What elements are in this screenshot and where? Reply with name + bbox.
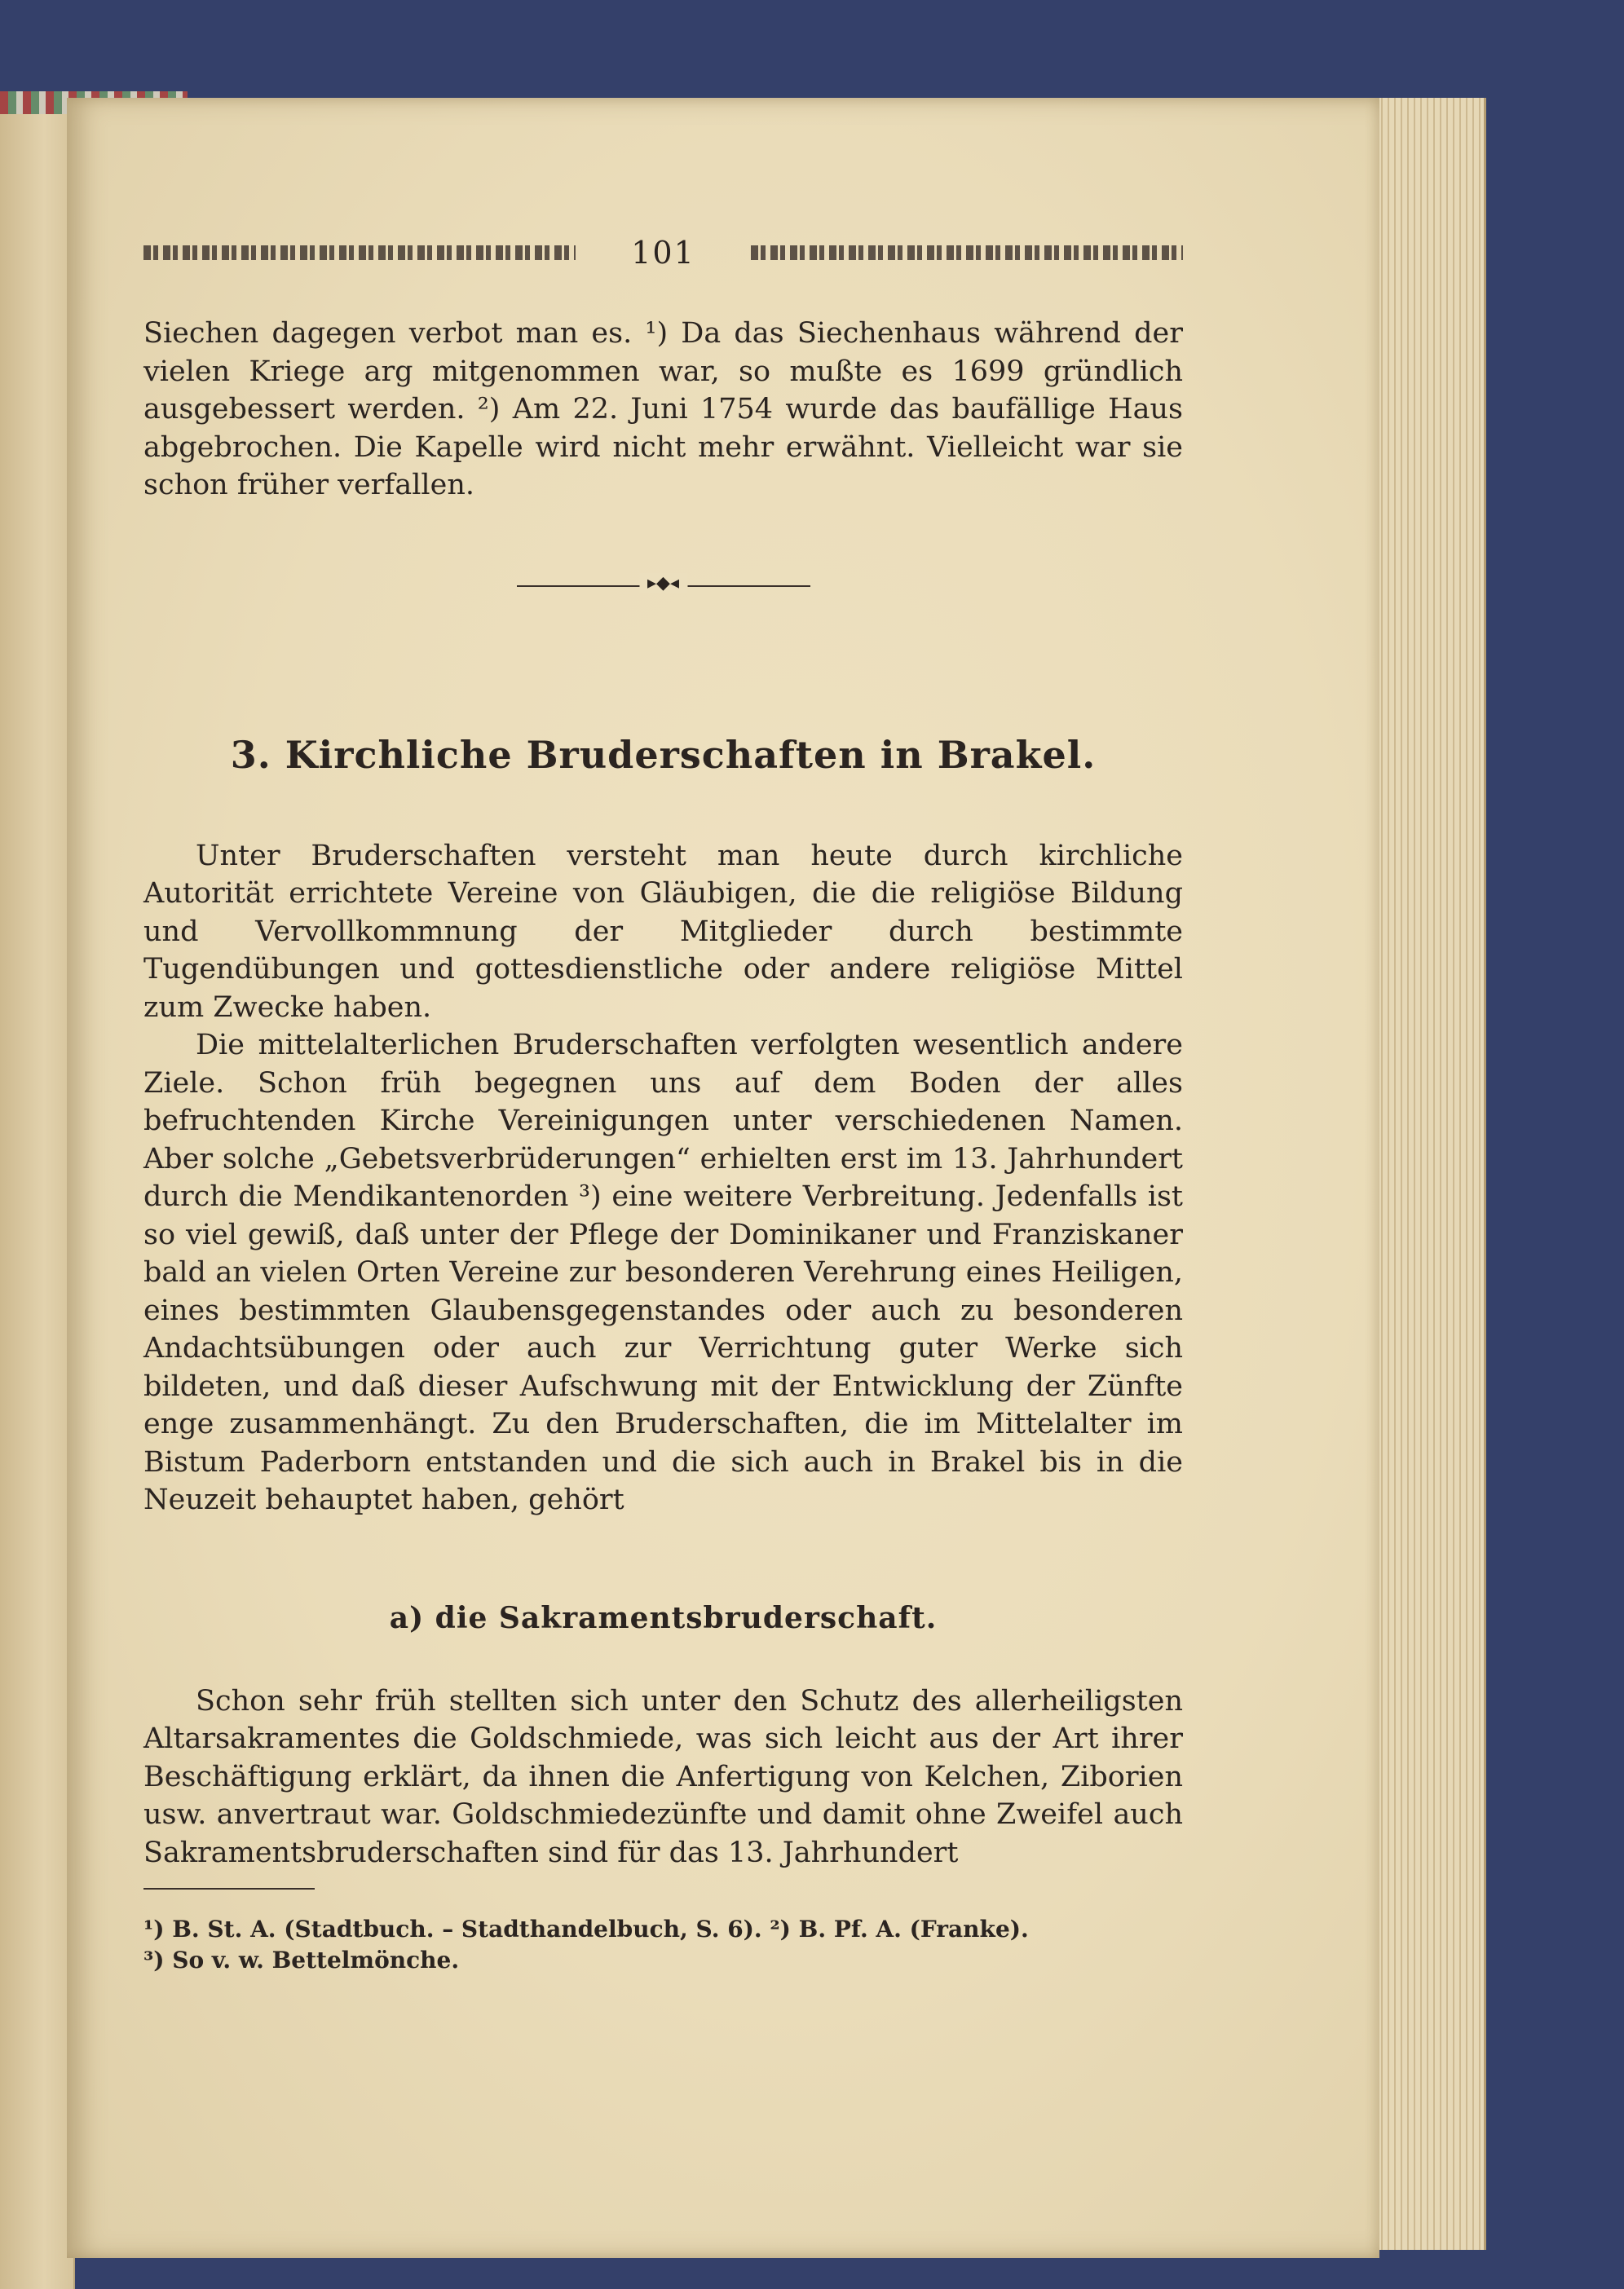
section-paragraph: Unter Bruderschaften versteht man heute durch kirchliche Autorität errichtete Vereine von Gläubigen, die die religiöse Bildung und Vervollkommnung der Mitglieder durch bestimmte Tugendübungen und gottesdienstliche oder andere religiöse Mittel zum Zwecke haben. bbox=[143, 839, 1183, 1024]
footnote-line: ³) So v. w. Bettelmönche. bbox=[143, 1947, 460, 1974]
section-title: 3. Kirchliche Bruderschaften in Brakel. bbox=[230, 732, 1097, 777]
header-ornament-right bbox=[751, 245, 1183, 260]
previous-page-edge bbox=[0, 114, 75, 2289]
running-header bbox=[143, 236, 1183, 269]
section-divider bbox=[517, 572, 810, 594]
page-number: 101 bbox=[631, 235, 695, 271]
intro-paragraph: Siechen dagegen verbot man es. ¹) Da das Siechenhaus während der vielen Kriege arg mitgenommen war, so mußte es 1699 gründlich ausgebessert werden. ²) Am 22. Juni 1754 wurde das baufällige Haus abgebrochen. Die Kapelle wird nicht mehr erwähnt. Vielleicht war sie schon früher verfallen. bbox=[143, 317, 1183, 501]
subsection-paragraph: Schon sehr früh stellten sich unter den Schutz des allerheiligsten Altarsakramentes die Goldschmiede, was sich leicht aus der Art ihrer Beschäftigung erklärt, da ihnen die Anfertigung von Kelchen, Ziborien usw. anvertraut war. Goldschmiedezünfte und damit ohne Zweifel auch Sakramentsbruderschaften sind für das 13. Jahrhundert bbox=[143, 1684, 1183, 1869]
footnotes bbox=[143, 1914, 1183, 1976]
divider-ornament-icon: ▸◆◂ bbox=[639, 573, 687, 593]
page-content bbox=[143, 236, 1183, 1976]
section-paragraph: Die mittelalterlichen Bruderschaften verfolgten wesentlich andere Ziele. Schon früh begegnen uns auf dem Boden der alles befruchtenden Kirche Vereinigungen unter verschiedenen Namen. Aber solche „Gebetsverbrüderungen“ erhielten erst im 13. Jahrhundert durch die Mendikantenorden ³) eine weitere Verbreitung. Jedenfalls ist so viel gewiß, daß unter der Pflege der Dominikaner und Franziskaner bald an vielen Orten Vereine zur besonderen Verehrung eines Heiligen, eines bestimmten Glaubensgegenstandes oder auch zu besonderen Andachtsübungen oder auch zur Verrichtung guter Werke sich bildeten, und daß dieser Aufschwung mit der Entwicklung der Zünfte enge zusammenhängt. Zu den Bruderschaften, die im Mittelalter im Bistum Paderborn entstanden und die sich auch in Brakel bis in die Neuzeit behauptet haben, gehört bbox=[143, 1029, 1183, 1516]
subsection-title: a) die Sakramentsbruderschaft. bbox=[389, 1600, 938, 1635]
header-ornament-left bbox=[143, 245, 576, 260]
footnote-rule bbox=[143, 1888, 315, 1890]
footnote-line: ¹) B. St. A. (Stadtbuch. – Stadthandelbuch, S. 6). ²) B. Pf. A. (Franke). bbox=[143, 1916, 1029, 1943]
